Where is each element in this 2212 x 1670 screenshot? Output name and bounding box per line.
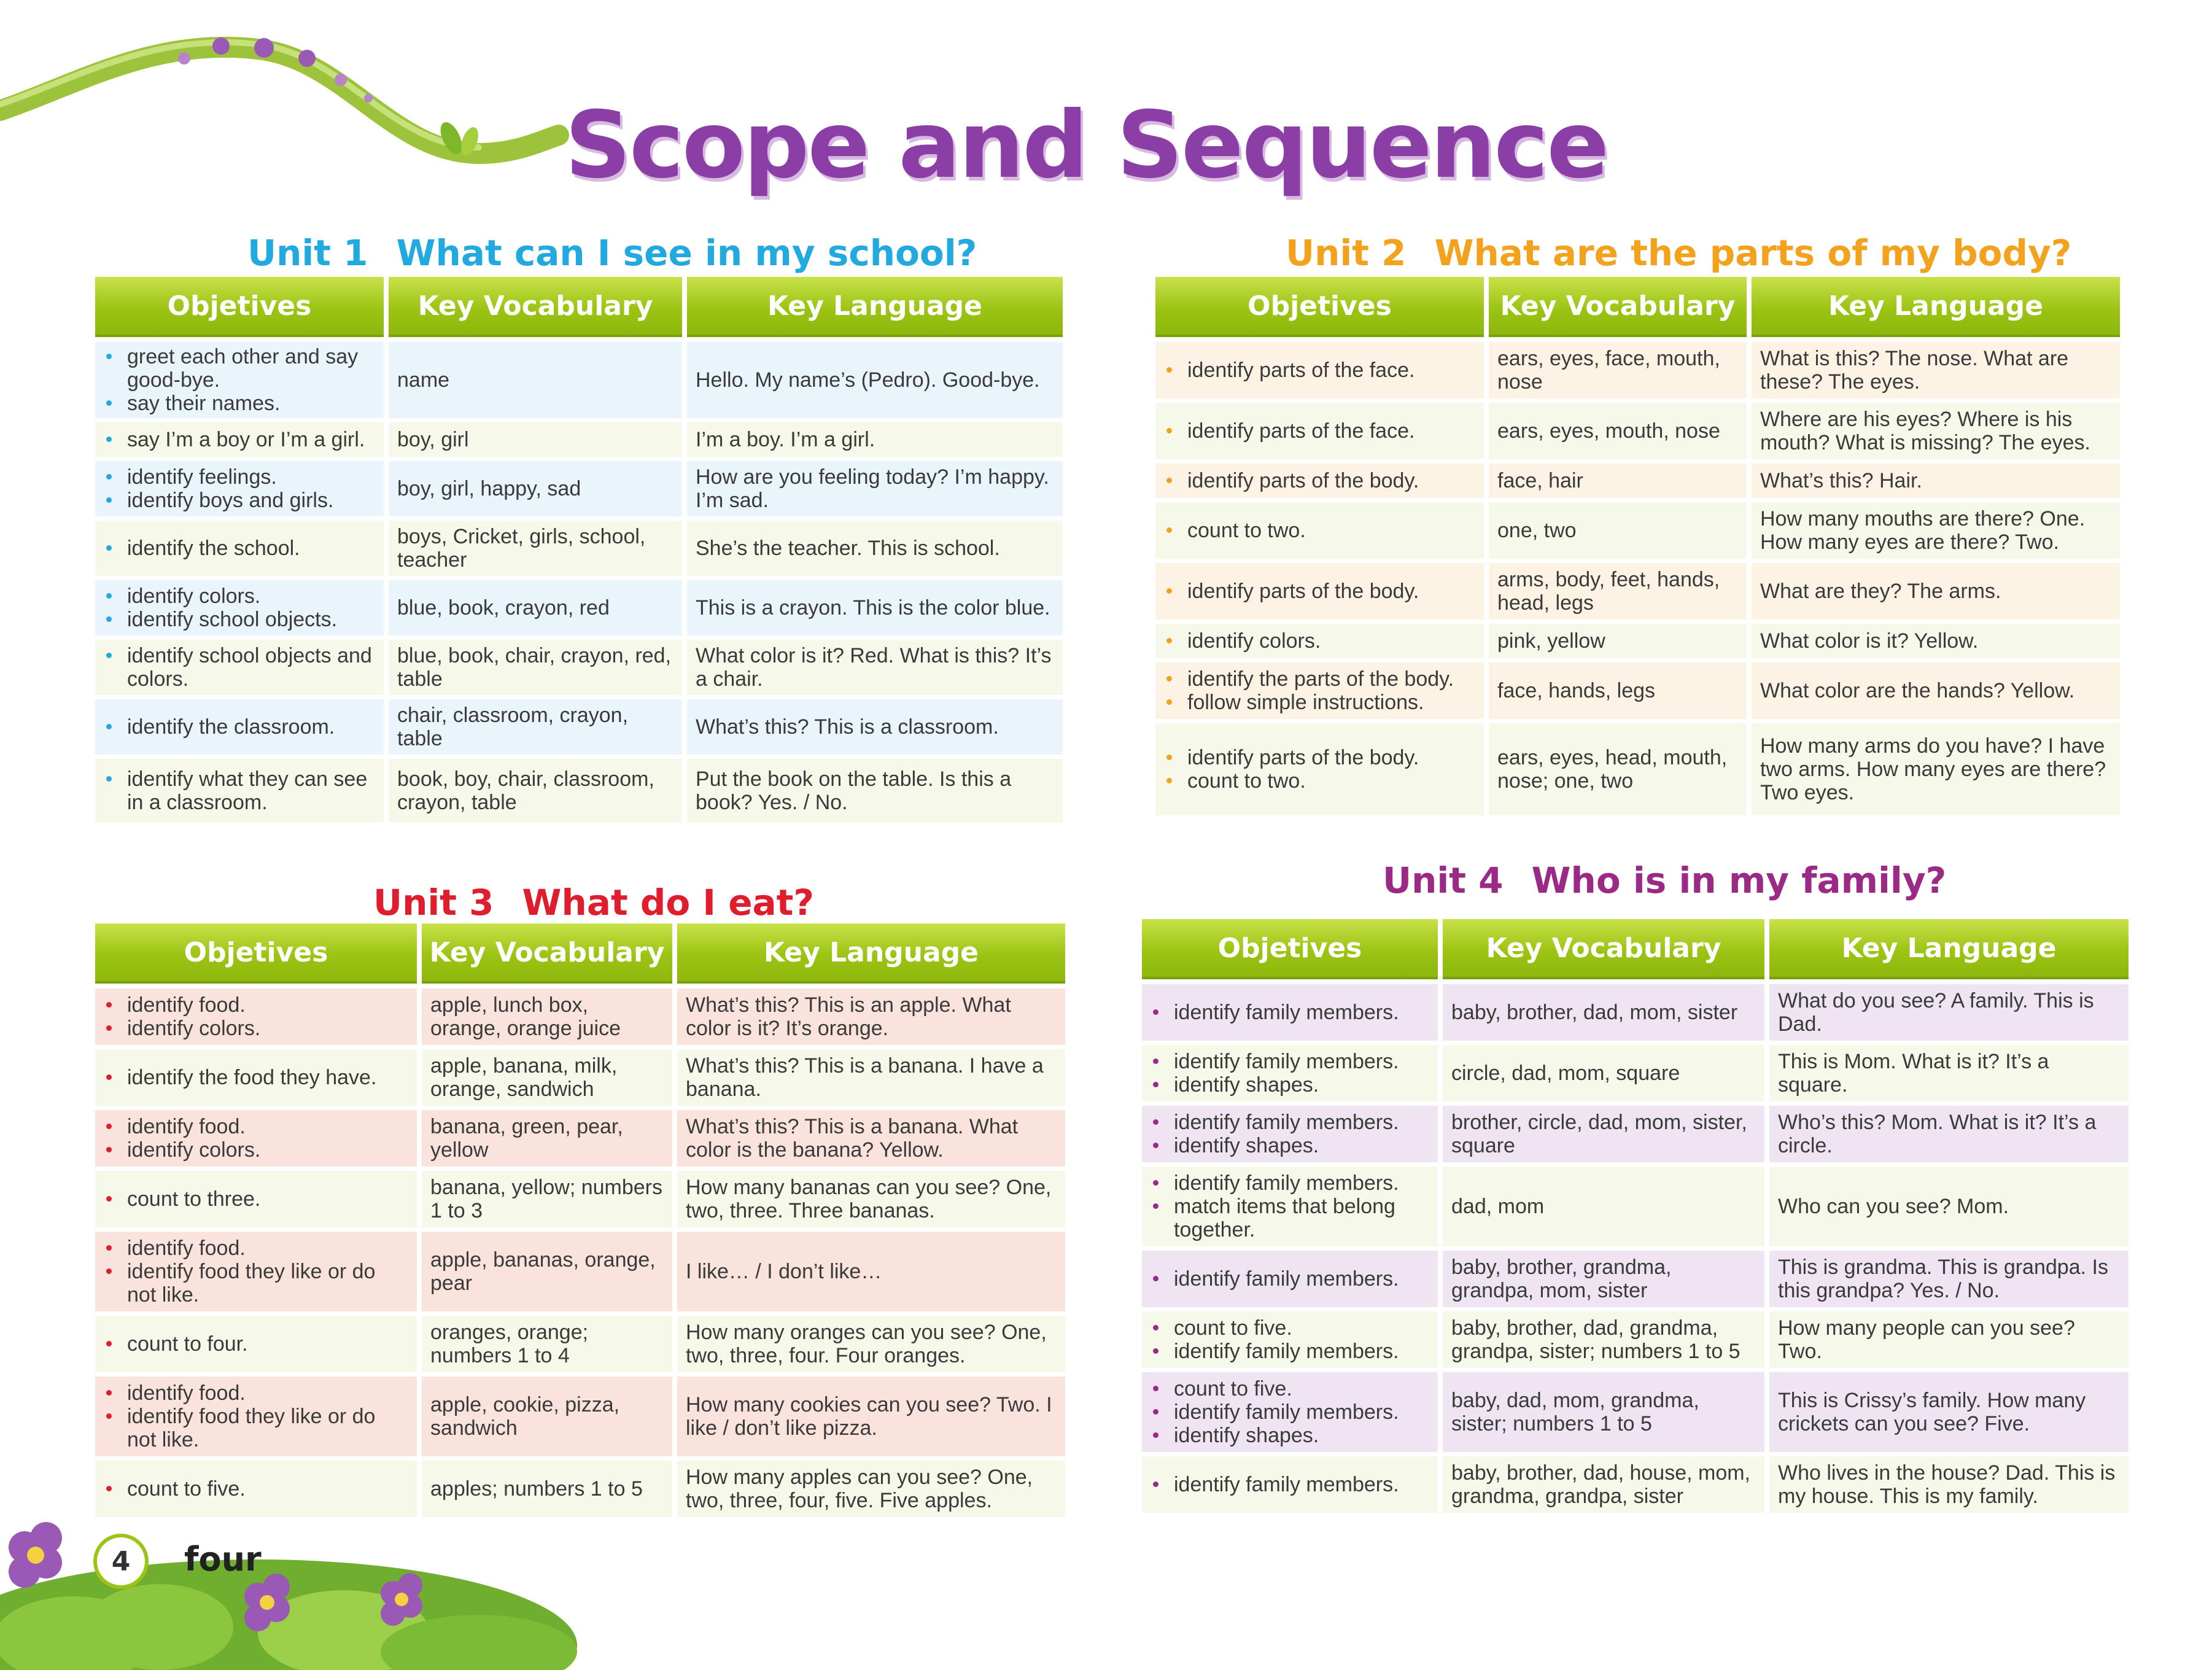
language-cell: This is grandma. This is grandpa. Is this grandpa? Yes. / No. <box>1769 1251 2129 1307</box>
vocabulary-cell: ears, eyes, mouth, nose <box>1489 403 1747 459</box>
language-cell: What is this? The nose. What are these? The eyes. <box>1752 342 2120 398</box>
vocabulary-cell: face, hands, legs <box>1489 662 1747 719</box>
language-cell: What are they? The arms. <box>1752 563 2120 619</box>
language-cell: I like… / I don’t like… <box>677 1232 1065 1311</box>
language-cell: Where are his eyes? Where is his mouth? What is missing? The eyes. <box>1752 403 2120 459</box>
objective-item: identify shapes. <box>1174 1424 1429 1447</box>
objective-item: identify parts of the face. <box>1187 419 1475 443</box>
table-header <box>95 923 1065 981</box>
objectives-cell <box>95 580 384 635</box>
header-key-vocabulary: Key Vocabulary <box>1443 919 1764 977</box>
objective-item: count to four. <box>127 1332 408 1356</box>
unit-1-table <box>95 277 1063 827</box>
objective-item: identify shapes. <box>1174 1073 1429 1097</box>
vocabulary-cell: chair, classroom, crayon, table <box>389 699 682 755</box>
language-cell: How many bananas can you see? One, two, three. Three bananas. <box>677 1171 1065 1227</box>
table-row <box>1142 1372 2129 1452</box>
vocabulary-cell: boy, girl, happy, sad <box>389 461 682 516</box>
language-cell: This is a crayon. This is the color blue. <box>687 580 1063 635</box>
objectives-cell <box>95 1110 417 1167</box>
vocabulary-cell: book, boy, chair, classroom, crayon, table <box>389 759 682 823</box>
objectives-cell <box>1142 1167 1438 1246</box>
language-cell: What color are the hands? Yellow. <box>1752 662 2120 719</box>
header-objectives: Objetives <box>95 923 417 981</box>
vocabulary-cell: baby, dad, mom, grandma, sister; numbers 1 to 5 <box>1443 1372 1764 1452</box>
unit-4-table <box>1142 919 2129 1517</box>
table-row <box>1155 342 2120 398</box>
vine-decoration <box>0 0 589 196</box>
objective-item: identify food. <box>127 1237 408 1260</box>
language-cell: Put the book on the table. Is this a book? Yes. / No. <box>687 759 1063 823</box>
vocabulary-cell: apples; numbers 1 to 5 <box>422 1461 672 1517</box>
table-row <box>95 1377 1065 1456</box>
vocabulary-cell: apple, banana, milk, orange, sandwich <box>422 1049 672 1106</box>
table-row <box>1155 464 2120 498</box>
vocabulary-cell: ears, eyes, head, mouth, nose; one, two <box>1489 723 1747 815</box>
unit-2-number: Unit 2 <box>1286 232 1407 274</box>
language-cell: Who can you see? Mom. <box>1769 1167 2129 1246</box>
objective-item: count to three. <box>127 1187 408 1211</box>
unit-4-question: Who is in my family? <box>1531 860 1947 901</box>
vocabulary-cell: banana, green, pear, yellow <box>422 1110 672 1167</box>
table-row <box>95 1049 1065 1106</box>
objectives-cell <box>95 759 384 823</box>
objective-item: count to two. <box>1187 769 1475 793</box>
language-cell: How are you feeling today? I’m happy. I’m sad. <box>687 461 1063 516</box>
unit-3-table <box>95 923 1065 1521</box>
table-row <box>95 1232 1065 1311</box>
table-row <box>1155 624 2120 658</box>
table-row <box>95 759 1063 823</box>
language-cell: What’s this? This is an apple. What color is it? It’s orange. <box>677 988 1065 1045</box>
vocabulary-cell: one, two <box>1489 502 1747 559</box>
table-row <box>95 1171 1065 1227</box>
table-row <box>95 988 1065 1045</box>
unit-3-question: What do I eat? <box>522 882 815 923</box>
language-cell: What color is it? Yellow. <box>1752 624 2120 658</box>
objectives-cell <box>1142 1456 1438 1513</box>
objectives-cell <box>1155 464 1484 498</box>
objective-item: identify food. <box>127 993 408 1017</box>
objective-item: identify colors. <box>1187 629 1475 653</box>
objective-item: identify school objects. <box>127 608 375 631</box>
unit-1-number: Unit 1 <box>247 232 368 274</box>
objectives-cell <box>1142 1251 1438 1307</box>
table-row <box>95 640 1063 695</box>
header-objectives: Objetives <box>95 277 384 335</box>
header-key-vocabulary: Key Vocabulary <box>422 923 672 981</box>
language-cell: This is Mom. What is it? It’s a square. <box>1769 1045 2129 1101</box>
header-key-language: Key Language <box>1769 919 2129 977</box>
language-cell: What’s this? This is a banana. What color is the banana? Yellow. <box>677 1110 1065 1167</box>
language-cell: What do you see? A family. This is Dad. <box>1769 984 2129 1041</box>
objectives-cell <box>1155 563 1484 619</box>
objective-item: identify family members. <box>1174 1001 1429 1024</box>
objectives-cell <box>95 988 417 1045</box>
vocabulary-cell: boys, Cricket, girls, school, teacher <box>389 521 682 576</box>
unit-3-number: Unit 3 <box>373 882 494 923</box>
vocabulary-cell: apple, cookie, pizza, sandwich <box>422 1377 672 1456</box>
objectives-cell <box>95 1049 417 1106</box>
language-cell: How many cookies can you see? Two. I like / don’t like pizza. <box>677 1377 1065 1456</box>
page-number: 4 <box>93 1534 149 1589</box>
table-row <box>95 521 1063 576</box>
table-row <box>1142 1167 2129 1246</box>
objectives-cell <box>95 640 384 695</box>
unit-4-title <box>1383 860 1946 901</box>
vocabulary-cell: brother, circle, dad, mom, sister, square <box>1443 1106 1764 1162</box>
objective-item: identify family members. <box>1174 1171 1429 1195</box>
objectives-cell <box>95 461 384 516</box>
objectives-cell <box>1142 1106 1438 1162</box>
language-cell: What’s this? Hair. <box>1752 464 2120 498</box>
vocabulary-cell: baby, brother, dad, mom, sister <box>1443 984 1764 1041</box>
language-cell: What’s this? This is a classroom. <box>687 699 1063 755</box>
objective-item: count to two. <box>1187 519 1475 542</box>
vocabulary-cell: ears, eyes, face, mouth, nose <box>1489 342 1747 398</box>
objectives-cell <box>1142 984 1438 1041</box>
objective-item: identify family members. <box>1174 1111 1429 1134</box>
table-row <box>95 580 1063 635</box>
objective-item: identify food they like or do not like. <box>127 1260 408 1307</box>
page-title: Scope and Sequence <box>565 92 1608 199</box>
objective-item: count to five. <box>127 1477 408 1501</box>
objective-item: identify food. <box>127 1381 408 1405</box>
vocabulary-cell: apple, bananas, orange, pear <box>422 1232 672 1311</box>
language-cell: Who’s this? Mom. What is it? It’s a circle. <box>1769 1106 2129 1162</box>
objectives-cell <box>1155 624 1484 658</box>
table-row <box>1142 1311 2129 1368</box>
unit-2-table <box>1155 277 2120 820</box>
objectives-cell <box>95 1171 417 1227</box>
table-row <box>1155 662 2120 719</box>
table-row <box>95 699 1063 755</box>
table-row <box>1155 723 2120 815</box>
objective-item: identify shapes. <box>1174 1134 1429 1157</box>
objective-item: say I’m a boy or I’m a girl. <box>127 428 375 451</box>
language-cell: Who lives in the house? Dad. This is my house. This is my family. <box>1769 1456 2129 1513</box>
vocabulary-cell: baby, brother, dad, house, mom, grandma, grandpa, sister <box>1443 1456 1764 1513</box>
objective-item: identify parts of the face. <box>1187 359 1475 382</box>
objective-item: identify family members. <box>1174 1050 1429 1073</box>
header-key-language: Key Language <box>687 277 1063 335</box>
table-row <box>95 1110 1065 1167</box>
objectives-cell <box>95 422 384 457</box>
objective-item: follow simple instructions. <box>1187 691 1475 714</box>
objective-item: identify parts of the body. <box>1187 469 1475 492</box>
objective-item: identify food. <box>127 1115 408 1138</box>
objective-item: identify family members. <box>1174 1340 1429 1363</box>
language-cell: What’s this? This is a banana. I have a banana. <box>677 1049 1065 1106</box>
objective-item: identify feelings. <box>127 465 375 489</box>
vocabulary-cell: circle, dad, mom, square <box>1443 1045 1764 1101</box>
vocabulary-cell: face, hair <box>1489 464 1747 498</box>
table-row <box>1142 1456 2129 1513</box>
objective-item: count to five. <box>1174 1316 1429 1340</box>
vocabulary-cell: baby, brother, grandma, grandpa, mom, sister <box>1443 1251 1764 1307</box>
objective-item: identify the school. <box>127 537 375 560</box>
table-row <box>1142 1045 2129 1101</box>
vocabulary-cell: boy, girl <box>389 422 682 457</box>
language-cell: How many apples can you see? One, two, three, four, five. Five apples. <box>677 1461 1065 1517</box>
objectives-cell <box>1155 502 1484 559</box>
unit-4-number: Unit 4 <box>1383 860 1504 901</box>
flowers-decoration <box>0 1486 614 1670</box>
objectives-cell <box>95 521 384 576</box>
table-row <box>95 461 1063 516</box>
unit-1-question: What can I see in my school? <box>396 232 977 274</box>
objectives-cell <box>1155 723 1484 815</box>
vocabulary-cell: dad, mom <box>1443 1167 1764 1246</box>
objective-item: identify the food they have. <box>127 1066 408 1089</box>
language-cell: How many people can you see? Two. <box>1769 1311 2129 1368</box>
table-row <box>95 342 1063 418</box>
objectives-cell <box>1155 662 1484 719</box>
unit-3-title <box>373 882 814 923</box>
vocabulary-cell: arms, body, feet, hands, head, legs <box>1489 563 1747 619</box>
language-cell: How many mouths are there? One. How many eyes are there? Two. <box>1752 502 2120 559</box>
objectives-cell <box>1155 342 1484 398</box>
objectives-cell <box>95 342 384 418</box>
objective-item: identify colors. <box>127 584 375 608</box>
vocabulary-cell: apple, lunch box, orange, orange juice <box>422 988 672 1045</box>
table-row <box>1155 403 2120 459</box>
language-cell: How many arms do you have? I have two arms. How many eyes are there? Two eyes. <box>1752 723 2120 815</box>
objective-item: identify boys and girls. <box>127 489 375 512</box>
header-objectives: Objetives <box>1142 919 1438 977</box>
language-cell: What color is it? Red. What is this? It’s a chair. <box>687 640 1063 695</box>
objectives-cell <box>1142 1311 1438 1368</box>
objectives-cell <box>1142 1372 1438 1452</box>
objective-item: identify family members. <box>1174 1267 1429 1291</box>
objective-item: identify parts of the body. <box>1187 580 1475 603</box>
table-header <box>1142 919 2129 977</box>
vocabulary-cell: banana, yellow; numbers 1 to 3 <box>422 1171 672 1227</box>
language-cell: This is Crissy’s family. How many crickets can you see? Five. <box>1769 1372 2129 1452</box>
language-cell: Hello. My name’s (Pedro). Good-bye. <box>687 342 1063 418</box>
table-row <box>1155 563 2120 619</box>
unit-2-title <box>1286 232 2071 274</box>
header-key-language: Key Language <box>677 923 1065 981</box>
header-key-vocabulary: Key Vocabulary <box>389 277 682 335</box>
objective-item: greet each other and say good-bye. <box>127 345 375 392</box>
objective-item: identify family members. <box>1174 1400 1429 1424</box>
objective-item: say their names. <box>127 392 375 415</box>
objective-item: identify food they like or do not like. <box>127 1405 408 1451</box>
header-objectives: Objetives <box>1155 277 1484 335</box>
objectives-cell <box>95 699 384 755</box>
language-cell: I’m a boy. I’m a girl. <box>687 422 1063 457</box>
vocabulary-cell: name <box>389 342 682 418</box>
table-row <box>1155 502 2120 559</box>
vocabulary-cell: blue, book, chair, crayon, red, table <box>389 640 682 695</box>
vocabulary-cell: pink, yellow <box>1489 624 1747 658</box>
table-row <box>1142 984 2129 1041</box>
unit-1-title <box>247 232 977 274</box>
objectives-cell <box>95 1316 417 1372</box>
table-row <box>95 1316 1065 1372</box>
objective-item: identify the classroom. <box>127 715 375 739</box>
unit-2-question: What are the parts of my body? <box>1434 232 2072 274</box>
objective-item: identify colors. <box>127 1017 408 1040</box>
objective-item: count to five. <box>1174 1377 1429 1400</box>
header-key-language: Key Language <box>1752 277 2120 335</box>
page-number-word: four <box>184 1540 262 1579</box>
objectives-cell <box>1142 1045 1438 1101</box>
objective-item: identify family members. <box>1174 1473 1429 1496</box>
table-row <box>95 422 1063 457</box>
table-header <box>95 277 1063 335</box>
objective-item: match items that belong together. <box>1174 1195 1429 1241</box>
table-row <box>1142 1106 2129 1162</box>
language-cell: How many oranges can you see? One, two, three, four. Four oranges. <box>677 1316 1065 1372</box>
table-header <box>1155 277 2120 335</box>
objectives-cell <box>95 1232 417 1311</box>
objective-item: identify colors. <box>127 1138 408 1162</box>
objective-item: identify school objects and colors. <box>127 644 375 691</box>
vocabulary-cell: baby, brother, dad, grandma, grandpa, sister; numbers 1 to 5 <box>1443 1311 1764 1368</box>
objectives-cell <box>1155 403 1484 459</box>
vocabulary-cell: blue, book, crayon, red <box>389 580 682 635</box>
header-key-vocabulary: Key Vocabulary <box>1489 277 1747 335</box>
objective-item: identify the parts of the body. <box>1187 667 1475 691</box>
table-row <box>1142 1251 2129 1307</box>
objective-item: identify what they can see in a classroom. <box>127 767 375 814</box>
vocabulary-cell: oranges, orange; numbers 1 to 4 <box>422 1316 672 1372</box>
objectives-cell <box>95 1377 417 1456</box>
language-cell: She’s the teacher. This is school. <box>687 521 1063 576</box>
objective-item: identify parts of the body. <box>1187 746 1475 769</box>
